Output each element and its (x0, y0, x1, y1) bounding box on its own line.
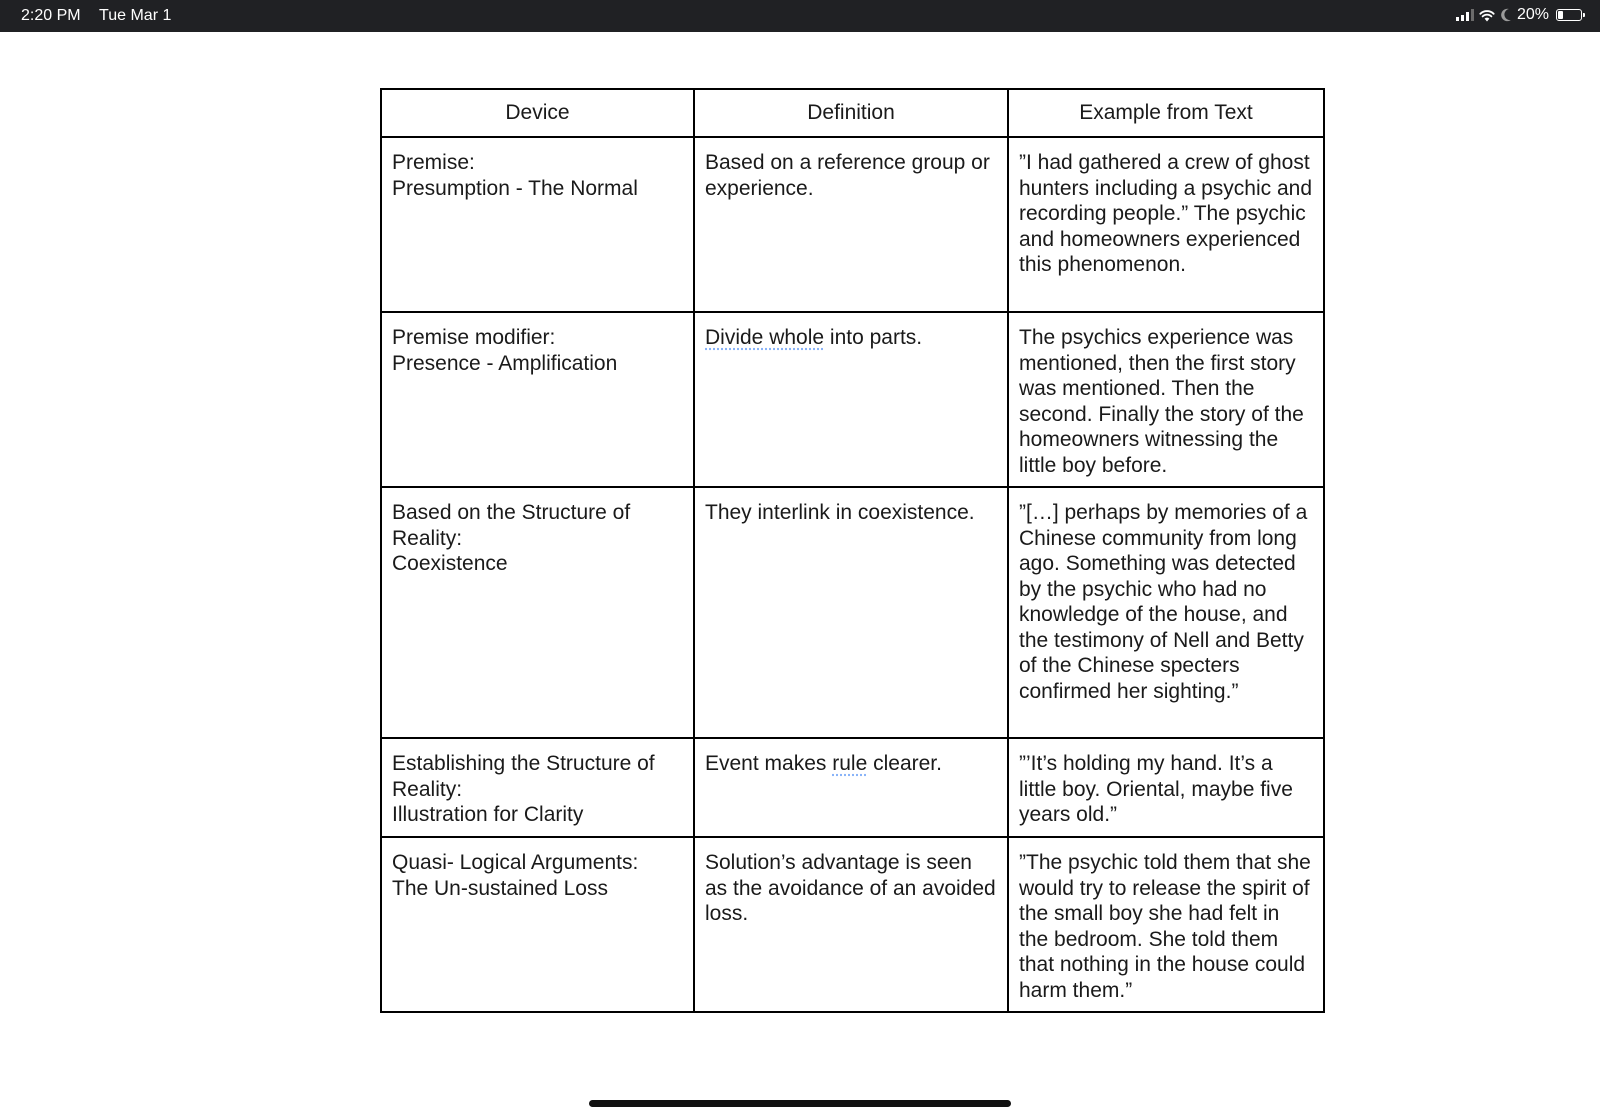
example-cell[interactable] (1008, 738, 1324, 837)
battery-percent: 20% (1516, 6, 1549, 23)
battery-fill (1558, 11, 1563, 19)
device-name: The Un-sustained Loss (392, 876, 608, 900)
device-category: Premise modifier: (392, 326, 556, 349)
spellcheck-underlined-text[interactable]: Divide whole (705, 326, 825, 349)
rhetorical-devices-table (380, 88, 1325, 1013)
definition-cell[interactable] (694, 487, 1008, 738)
moon-icon (1500, 8, 1512, 22)
device-cell[interactable] (381, 312, 694, 487)
example-cell[interactable] (1008, 137, 1324, 312)
example-cell[interactable] (1008, 487, 1324, 738)
wifi-icon (1479, 9, 1495, 22)
device-cell[interactable] (381, 487, 694, 738)
example-text: ”The psychic told them that she would try to release the spirit of the small boy she had felt in the bedroom. She told them that nothing in the house could harm them.” (1019, 851, 1311, 1002)
battery-icon (1556, 9, 1582, 21)
definition-text: Solution’s advantage is seen as the avoidance of an avoided loss. (705, 851, 996, 925)
example-text: ”I had gathered a crew of ghost hunters including a psychic and recording people.” The psychic and homeowners experienced this phenomenon. (1019, 151, 1313, 276)
spellcheck-underlined-text[interactable]: rule (832, 752, 868, 775)
status-time: 2:20 PM (21, 7, 81, 24)
definition-text: clearer. (867, 752, 942, 775)
device-cell[interactable] (381, 837, 694, 1012)
device-cell[interactable] (381, 738, 694, 837)
table-row (381, 487, 1324, 738)
device-category: Quasi- Logical Arguments: (392, 851, 639, 874)
example-cell[interactable] (1008, 312, 1324, 487)
example-text: ”’It’s holding my hand. It’s a little boy. Oriental, maybe five years old.” (1019, 752, 1293, 826)
device-name: Presence - Amplification (392, 351, 618, 375)
status-right (1456, 6, 1582, 24)
column-header-definition: Definition (694, 89, 1008, 137)
column-header-example: Example from Text (1008, 89, 1324, 137)
definition-cell[interactable] (694, 312, 1008, 487)
device-name: Coexistence (392, 552, 508, 575)
definition-cell[interactable] (694, 137, 1008, 312)
table-header-row (381, 89, 1324, 137)
example-text: ”[…] perhaps by memories of a Chinese community from long ago. Something was detected by the psychic who had no knowledge of the house, and the testimony of Nell and Betty of the Chinese specters confirmed her sighting.” (1019, 501, 1308, 703)
definition-cell[interactable] (694, 738, 1008, 837)
status-left (21, 7, 171, 25)
example-cell[interactable] (1008, 837, 1324, 1012)
device-category: Based on the Structure of Reality: (392, 501, 631, 550)
cellular-signal-icon (1456, 9, 1474, 21)
definition-text: Event makes (705, 752, 833, 775)
home-indicator[interactable] (589, 1100, 1011, 1107)
device-cell[interactable] (381, 137, 694, 312)
definition-text: They interlink in coexistence. (705, 501, 975, 524)
device-category: Premise: (392, 151, 475, 174)
table-row (381, 738, 1324, 837)
status-date: Tue Mar 1 (99, 7, 172, 24)
device-name: Presumption - The Normal (392, 176, 638, 200)
status-bar (0, 0, 1600, 32)
example-text: The psychics experience was mentioned, then the first story was mentioned. Then the second. Finally the story of the homeowners witnessing the little boy before. (1019, 326, 1304, 477)
column-header-device: Device (381, 89, 694, 137)
device-category: Establishing the Structure of Reality: (392, 752, 655, 801)
definition-text: Based on a reference group or experience. (705, 151, 990, 200)
device-name: Illustration for Clarity (392, 803, 584, 826)
table-row (381, 137, 1324, 312)
table-row (381, 312, 1324, 487)
definition-text: into parts. (824, 326, 923, 349)
definition-cell[interactable] (694, 837, 1008, 1012)
table-row (381, 837, 1324, 1012)
